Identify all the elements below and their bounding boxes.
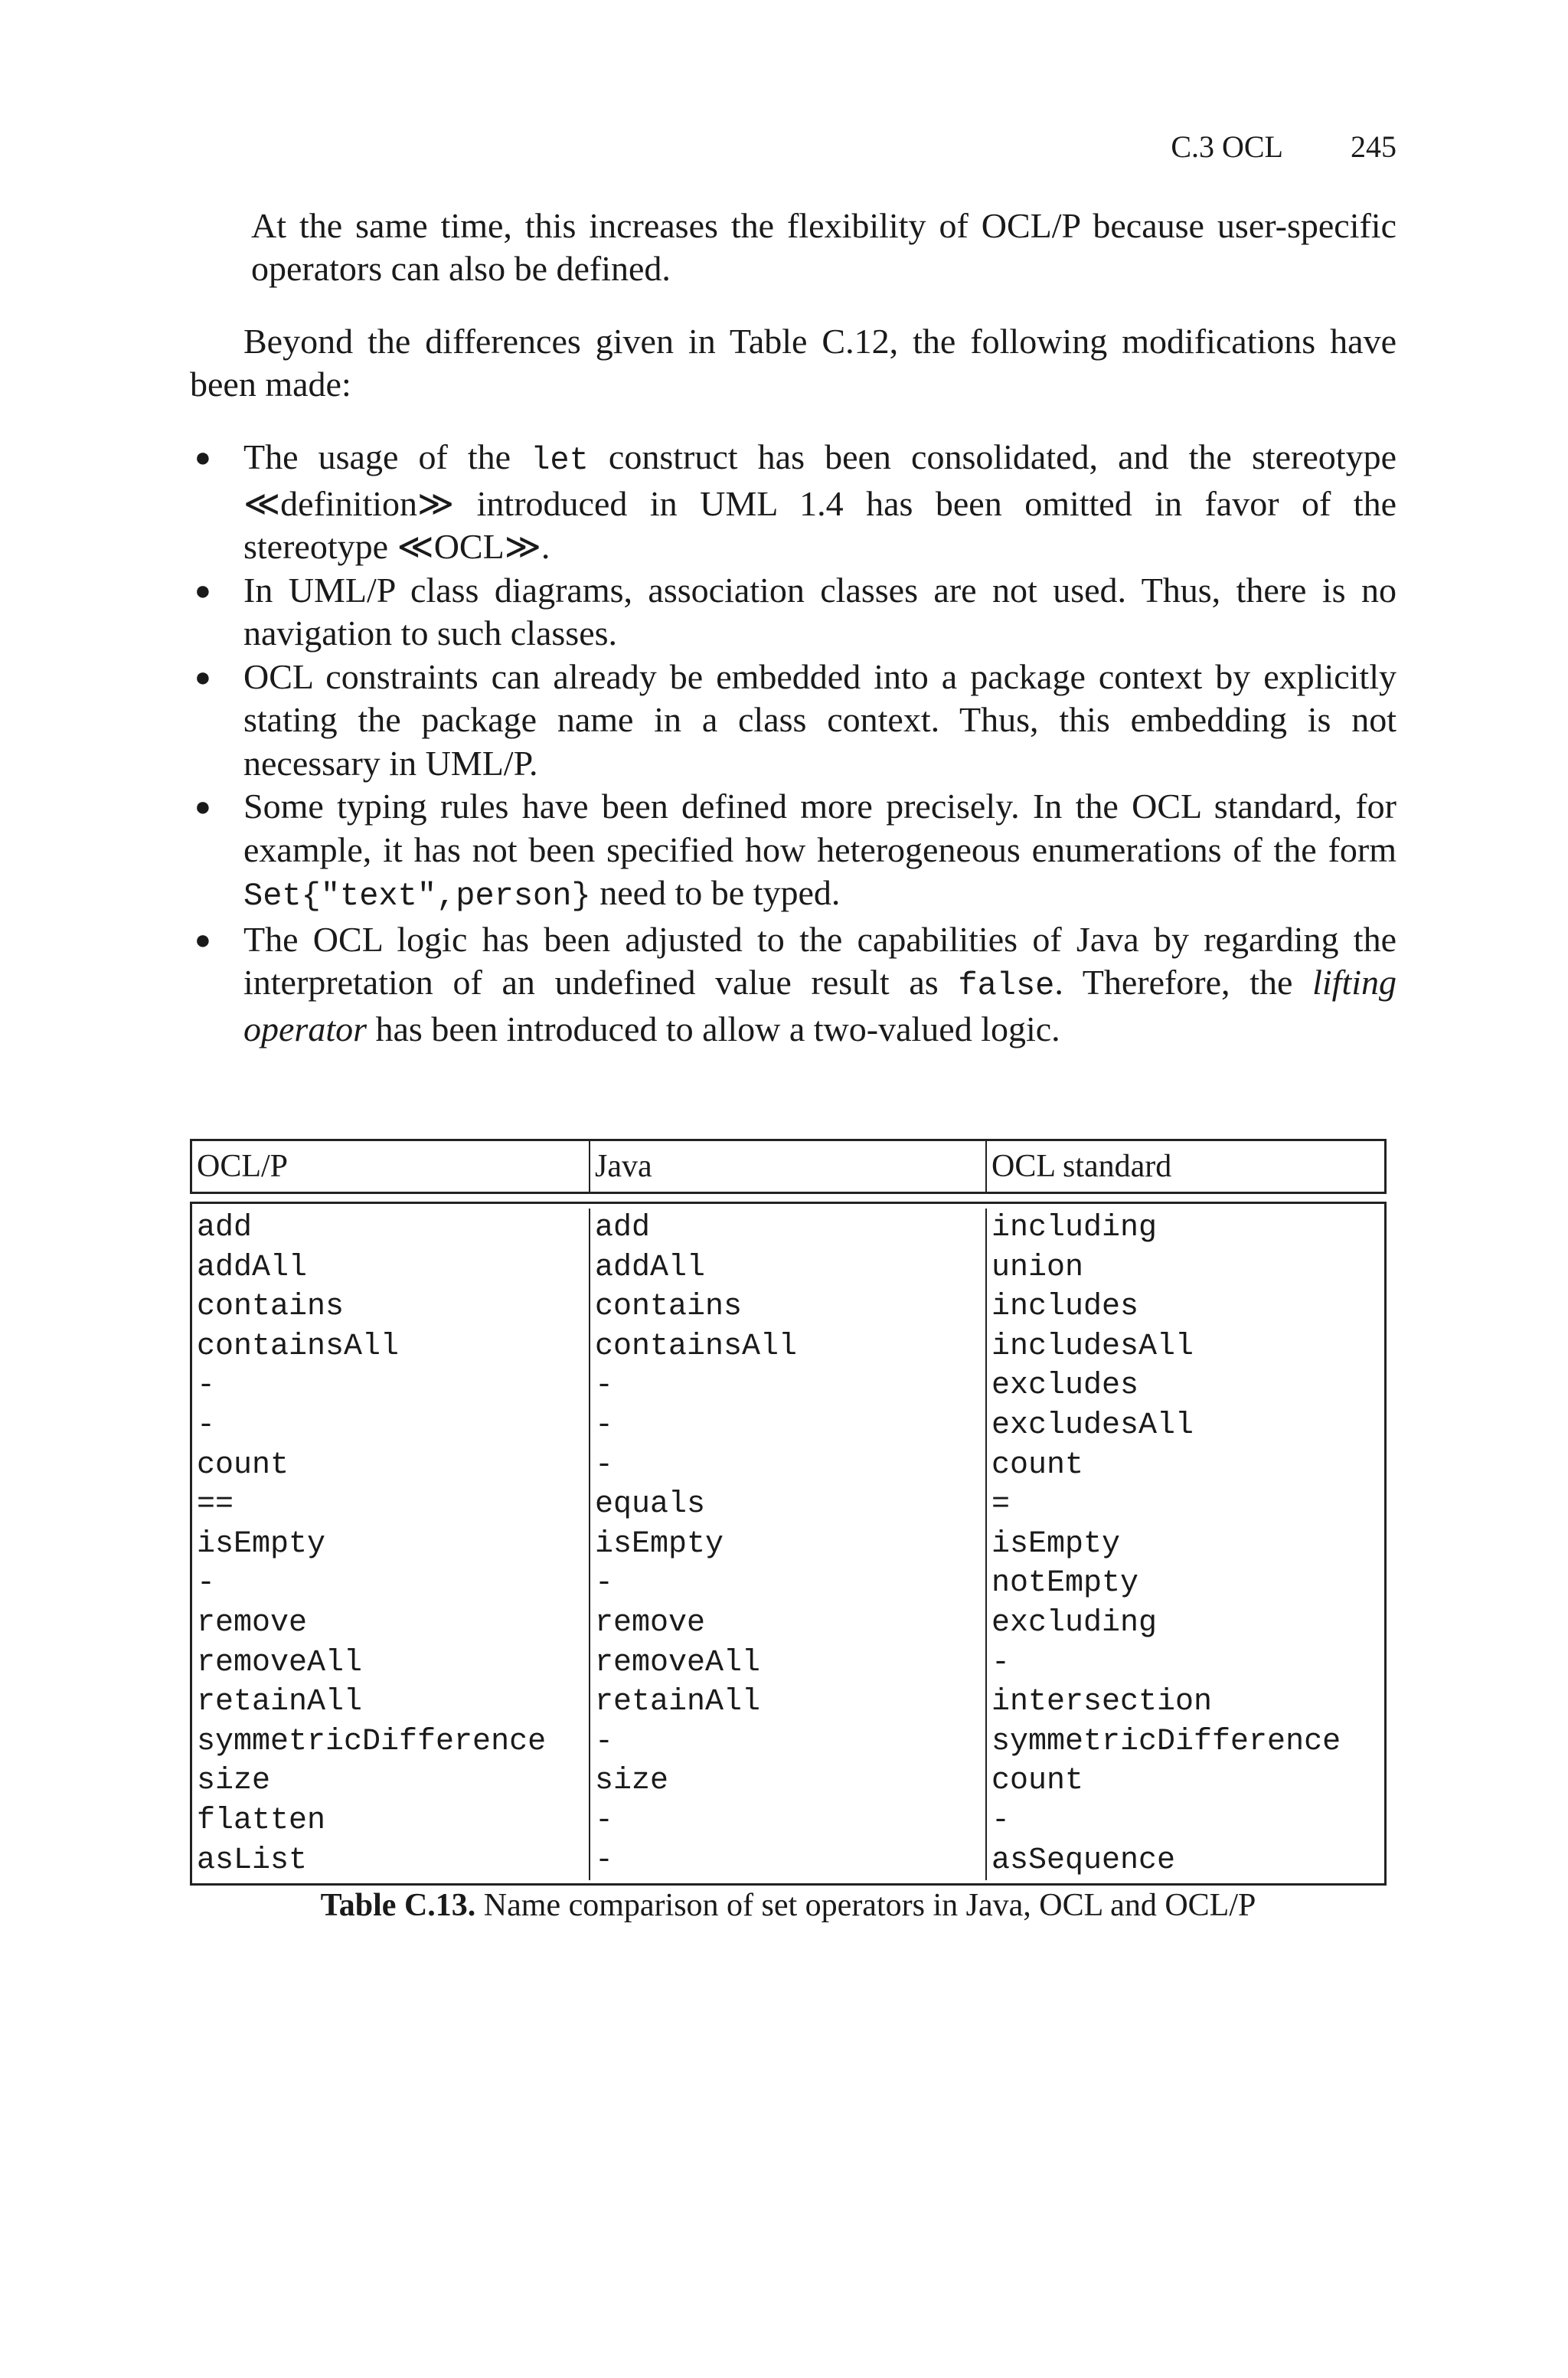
bullet-icon: ● [194,791,211,822]
column-java [589,1209,985,1880]
caption-label: Table C.13. [320,1888,476,1923]
table-cell: contains [595,1290,743,1325]
table-cell: - [991,1645,1011,1680]
table-cell: excludes [991,1369,1139,1404]
caption-text: Name comparison of set operators in Java, OCL and OCL/P [475,1888,1256,1923]
table-cell: isEmpty [595,1526,724,1562]
table-cell: flatten [197,1803,326,1838]
table-cell: - [197,1369,216,1404]
paragraph-2: Beyond the differences given in Table C.12, the following modifications have been made: [190,322,1396,404]
table-caption [190,1887,1387,1924]
table-cell: - [595,1369,614,1404]
table-cell: removeAll [595,1645,761,1680]
bullet-text: Some typing rules have been defined more precisely. In the OCL standard, for example, it has not been specified how heterogeneous enumerations of the form [243,787,1396,869]
table-cell: remove [595,1605,706,1640]
table-cell: retainAll [197,1685,363,1720]
code-let: let [531,442,589,479]
table-cell: - [197,1408,216,1443]
table-cell: count [991,1764,1084,1799]
table-body [190,1202,1387,1886]
table-cell: addAll [197,1250,308,1285]
table-cell: union [991,1250,1084,1285]
term-lifting-operator: lifting operator [243,963,1397,1048]
list-item [190,569,1396,656]
operator-comparison-table [190,1139,1387,1886]
table-cell: isEmpty [197,1526,326,1562]
table-cell: = [991,1487,1011,1523]
column-ocl-standard [985,1209,1384,1880]
section-title: C.3 OCL [1171,129,1283,164]
bullet-icon: ● [194,661,211,692]
table-cell: addAll [595,1250,706,1285]
table-cell: - [991,1803,1011,1838]
header-oclp: OCL/P [197,1149,289,1184]
table-cell: - [595,1447,614,1483]
bullet-text: The usage of the [243,437,531,476]
table-cell: notEmpty [991,1566,1139,1601]
table-cell: removeAll [197,1645,363,1680]
header-ocl-standard: OCL standard [985,1141,1384,1192]
table-cell: contains [197,1290,345,1325]
list-item [190,656,1396,786]
code-false: false [958,967,1055,1004]
bullet-text: In UML/P class diagrams, association classes are not used. Thus, there is no navigation to such classes. [243,570,1396,653]
table-cell: - [595,1724,614,1759]
header-java: Java [589,1141,985,1192]
table-cell: isEmpty [991,1526,1121,1562]
table-cell: asList [197,1843,308,1878]
table-cell: includes [991,1290,1139,1325]
table-cell: containsAll [197,1329,400,1364]
table-cell: - [595,1408,614,1443]
column-oclp [192,1209,589,1880]
table-cell: size [595,1764,669,1799]
bullet-text: has been introduced to allow a two-valued logic. [367,1009,1060,1048]
table-cell: excluding [991,1605,1158,1640]
page-number: 245 [1351,129,1396,164]
table-cell: includesAll [991,1329,1194,1364]
code-set: Set{"text",person} [243,878,591,914]
bullet-text: construct has been consolidated, and the stereotype ≪definition≫ introduced in UML 1.4 has been omitted in favor of the stereotype ≪OCL≫. [243,437,1396,566]
table-cell: symmetricDifference [197,1724,547,1759]
table-header [190,1139,1387,1194]
list-item [190,436,1396,569]
table-cell: remove [197,1605,308,1640]
table-cell: equals [595,1487,706,1523]
list-item [190,785,1396,918]
table-cell: intersection [991,1685,1213,1720]
table-cell: including [991,1211,1158,1245]
table-cell: - [595,1843,614,1878]
table-cell: retainAll [595,1685,761,1720]
table-cell: symmetricDifference [991,1724,1341,1759]
table-cell: count [197,1447,289,1483]
table-cell: size [197,1764,271,1799]
bullet-text: . Therefore, the [1054,963,1313,1002]
table-cell: asSequence [991,1843,1176,1878]
table-cell: - [197,1566,216,1601]
table-cell: excludesAll [991,1408,1194,1443]
modifications-list [190,436,1396,1051]
table-cell: == [197,1487,234,1523]
paragraph-1: At the same time, this increases the flexibility of OCL/P because user-specific operators can also be defined. [251,206,1396,288]
table-cell: - [595,1566,614,1601]
table-cell: containsAll [595,1329,798,1364]
bullet-text: The OCL logic has been adjusted to the capabilities of Java by regarding the interpretation of an undefined value result as [243,919,1396,1002]
bullet-text: need to be typed. [590,873,841,912]
running-head [1171,129,1396,165]
list-item [190,918,1396,1052]
table-cell: add [197,1211,253,1245]
bullet-icon: ● [194,574,211,606]
bullet-icon: ● [194,442,211,473]
table-cell: add [595,1211,651,1245]
bullet-text: OCL constraints can already be embedded into a package context by explicitly stating the package name in a class context. Thus, this embedding is not necessary in UML/P. [243,656,1396,783]
table-cell: - [595,1803,614,1838]
bullet-icon: ● [194,924,211,955]
table-cell: count [991,1447,1084,1483]
